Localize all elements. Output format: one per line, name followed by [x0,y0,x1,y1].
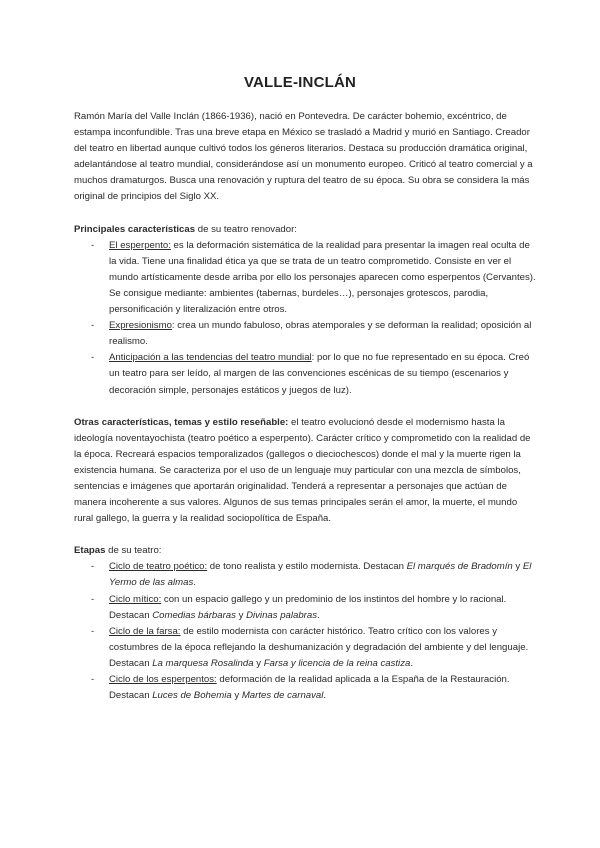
etapas-heading-bold: Etapas [74,545,106,557]
list-item [74,559,536,591]
otras-heading-bold: Otras características, temas y estilo reseñable: [74,416,289,428]
work-title: El Yermo de las almas [109,561,532,589]
item-term: Expresionismo [109,320,172,332]
item-term: Anticipación a las tendencias del teatro mundial [109,352,312,364]
item-text: y [235,609,247,621]
otras-text: el teatro evolucionó desde el modernismo hasta la ideología noventayochista (teatro poético a esperpento). Carácter crítico y comprometido con la realidad de la época. Recreará espacios temporalizados (gallegos o dieciochescos) donde el mal y la muerte rigen la existencia humana. Se caracteriza por el uso de un lenguaje muy particular con una mezcla de símbolos, sentencias e imágenes que aportarán originalidad. Tenderá a representar a personajes que actúan de manera incoherente a sus valores. Algunos de sus temas principales serán el amor, la muerte, el mundo rural gallego, la guerra y la realidad sociopolítica de España. [74,416,531,525]
bullet-dash: - [91,561,95,573]
bullet-dash: - [91,352,95,364]
list-item [74,238,536,318]
item-text: : crea un mundo fabuloso, obras atemporales y se deforman la realidad; oposición al realismo. [109,320,532,348]
document-body [74,109,536,704]
item-text: . [317,609,320,621]
item-text: . [410,657,413,669]
item-text: es la deformación sistemática de la realidad para presentar la imagen real oculta de la vida. Tiene una finalidad ética ya que se trata de un teatro comprometido. Consiste en ver el mundo artísticamente desde arriba por ello los personajes aparecen como esperpentos (Cervantes). Se consigue mediante: ambientes (tabernas, burdeles…), personajes grotescos, parodia, personificación y literalización entre otros. [109,239,536,316]
item-text: de tono realista y estilo modernista. Destacan [207,561,407,573]
work-title: Luces de Bohemia [152,690,232,702]
item-term: Ciclo de teatro poético: [109,561,208,573]
bullet-dash: - [91,625,95,637]
principales-list [74,238,536,399]
page-title: VALLE-INCLÁN [243,74,357,91]
list-item [74,318,536,350]
principales-heading [74,222,536,238]
bullet-dash: - [91,320,95,332]
bullet-dash: - [91,674,95,685]
principales-heading-rest: de su teatro renovador: [195,223,297,235]
work-title: La marquesa Rosalinda [152,657,254,669]
item-text: y [512,561,523,573]
item-term: Ciclo mítico: [109,593,162,605]
item-term: Ciclo de los esperpentos: [109,674,217,685]
item-text: . [193,577,196,589]
principales-heading-bold: Principales características [74,223,196,235]
etapas-heading [74,543,536,559]
etapas-list [74,559,536,704]
item-text: : por lo que no fue representado en su época. Creó un teatro para ser leído, al margen de las convenciones escénicas de su tiempo (escenarios y decoración simple, personajes estáticos y juegos de luz). [109,352,530,396]
otras-paragraph [74,415,536,528]
list-item [74,350,536,398]
item-text: y [253,657,264,669]
etapas-heading-rest: de su teatro: [105,545,162,557]
work-title: El marqués de Bradomín [406,561,513,573]
list-item [74,672,536,704]
work-title: Divinas palabras [246,609,318,621]
item-text: . [323,690,327,702]
item-term: El esperpento: [109,239,171,251]
bullet-dash: - [91,593,95,605]
item-text: deformación de la realidad aplicada a la España de la Restauración. Destacan [109,674,510,702]
list-item [74,592,536,624]
work-title: Martes de carnaval [241,690,324,702]
item-text: de estilo modernista con carácter histórico. Teatro crítico con los valores y costumbres de la época reflejando la deshumanización y degradación del ambiente y del lenguaje. Destacan [109,625,529,669]
work-title: Comedias bárbaras [152,609,236,621]
work-title: Farsa y licencia de la reina castiza [263,657,411,669]
intro-paragraph: Ramón María del Valle Inclán (1866-1936), nació en Pontevedra. De carácter bohemio, excéntrico, de estampa inconfundible. Tras una breve etapa en México se trasladó a Madrid y murió en Santiago. Creador del teatro en libertad aunque cultivó todos los géneros literarios. Destaca su producción dramática original, adelantándose al teatro mundial, considerándose así un monumento europeo. Criticó al teatro comercial y a muchos dramaturgos. Busca una renovación y ruptura del teatro de su época. Su obra se considera la más original de principios del Siglo XX. [74,111,533,203]
item-text: con un espacio gallego y un predominio de los instintos del hombre y lo racional. Destacan [109,593,507,621]
item-term: Ciclo de la farsa: [109,625,181,637]
bullet-dash: - [91,239,95,251]
list-item [74,624,536,672]
item-text: y [231,690,242,702]
